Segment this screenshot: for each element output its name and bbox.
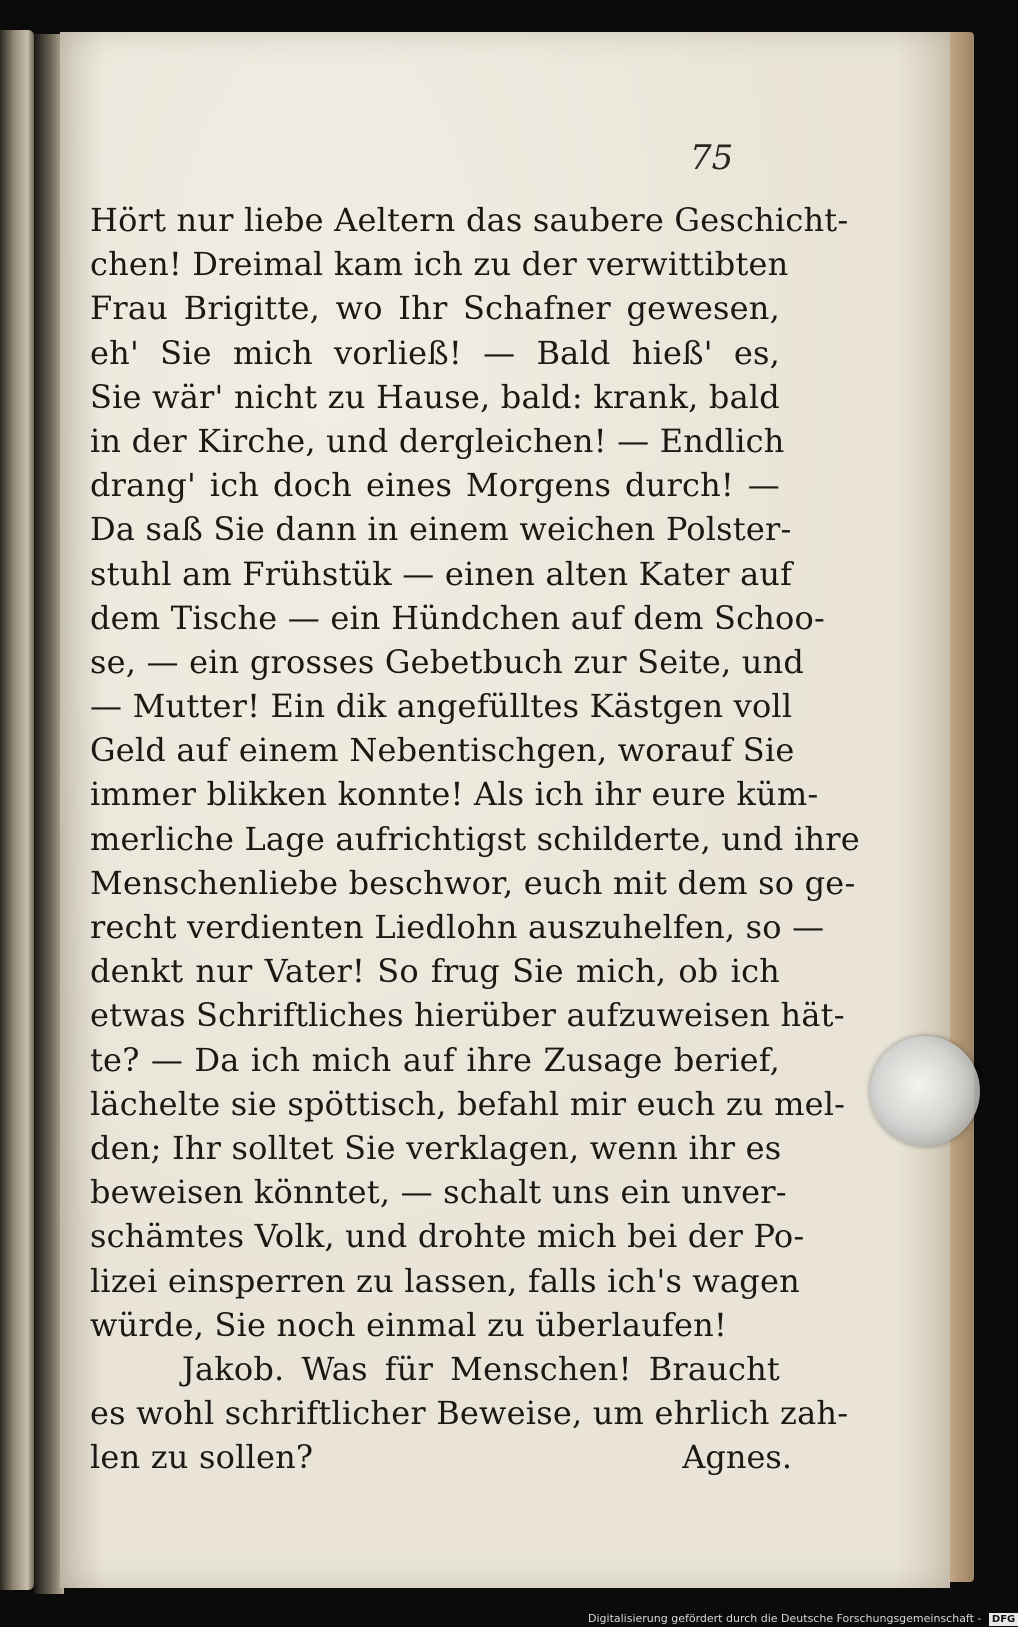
text-line: Frau Brigitte, wo Ihr Schafner gewesen,	[90, 289, 780, 328]
page-number: 75	[690, 138, 734, 178]
dfg-logo: DFG	[989, 1613, 1018, 1626]
text-line: lächelte sie spöttisch, befahl mir euch zu mel-	[90, 1084, 846, 1123]
text-line: den; Ihr solltet Sie verklagen, wenn ihr es	[90, 1128, 782, 1167]
text-line: es wohl schriftlicher Beweise, um ehrlich zah-	[90, 1394, 849, 1433]
text-line: Hört nur liebe Aeltern das saubere Geschicht-	[90, 201, 849, 239]
text-line: te? — Da ich mich auf ihre Zusage berief,	[90, 1040, 780, 1079]
text-line: würde, Sie noch einmal zu überlaufen!	[90, 1305, 728, 1344]
credit-text: Digitalisierung gefördert durch die Deutsche Forschungsgemeinschaft -	[588, 1612, 982, 1625]
text-line: immer blikken konnte! Als ich ihr eure küm-	[90, 775, 819, 814]
text-line: se, — ein grosses Gebetbuch zur Seite, und	[90, 642, 805, 681]
text-line: Menschenliebe beschwor, euch mit dem so ge-	[90, 863, 856, 902]
body-text	[90, 198, 860, 1479]
text-line: beweisen könntet, — schalt uns ein unver-	[90, 1173, 787, 1212]
text-line: merliche Lage aufrichtigst schilderte, und ihre	[90, 819, 860, 858]
text-line: Da saß Sie dann in einem weichen Polster-	[90, 510, 792, 549]
text-line: chen! Dreimal kam ich zu der verwittibten	[90, 245, 789, 284]
text-line: Geld auf einem Nebentischgen, worauf Sie	[90, 731, 795, 770]
text-line: stuhl am Frühstük — einen alten Kater auf	[90, 554, 793, 593]
text-line: etwas Schriftliches hierüber aufzuweisen hät-	[90, 996, 845, 1035]
text-line: schämtes Volk, und drohte mich bei der Po-	[90, 1217, 805, 1256]
page-clip	[870, 1036, 980, 1146]
text-line: drang' ich doch eines Morgens durch! —	[90, 466, 780, 505]
text-line: lizei einsperren zu lassen, falls ich's wagen	[90, 1261, 800, 1300]
text-line: denkt nur Vater! So frug Sie mich, ob ich	[90, 952, 780, 991]
text-line: dem Tische — ein Hündchen auf dem Schoo-	[90, 598, 825, 637]
text-line: len zu sollen?	[90, 1438, 314, 1477]
speaker-line: Jakob. Was für Menschen! Braucht	[182, 1349, 780, 1388]
facing-page-edge	[0, 30, 34, 1590]
text-line: — Mutter! Ein dik angefülltes Kästgen voll	[90, 687, 793, 726]
text-line: recht verdienten Liedlohn auszuhelfen, so —	[90, 908, 825, 946]
text-line: Sie wär' nicht zu Hause, bald: krank, bald	[90, 377, 780, 416]
digitization-credit	[588, 1612, 1018, 1626]
text-line: eh' Sie mich vorließ! — Bald hieß' es,	[90, 333, 780, 372]
catchword: Agnes.	[682, 1438, 792, 1477]
final-row	[90, 1435, 792, 1479]
text-line: in der Kirche, und dergleichen! — Endlich	[90, 421, 785, 460]
